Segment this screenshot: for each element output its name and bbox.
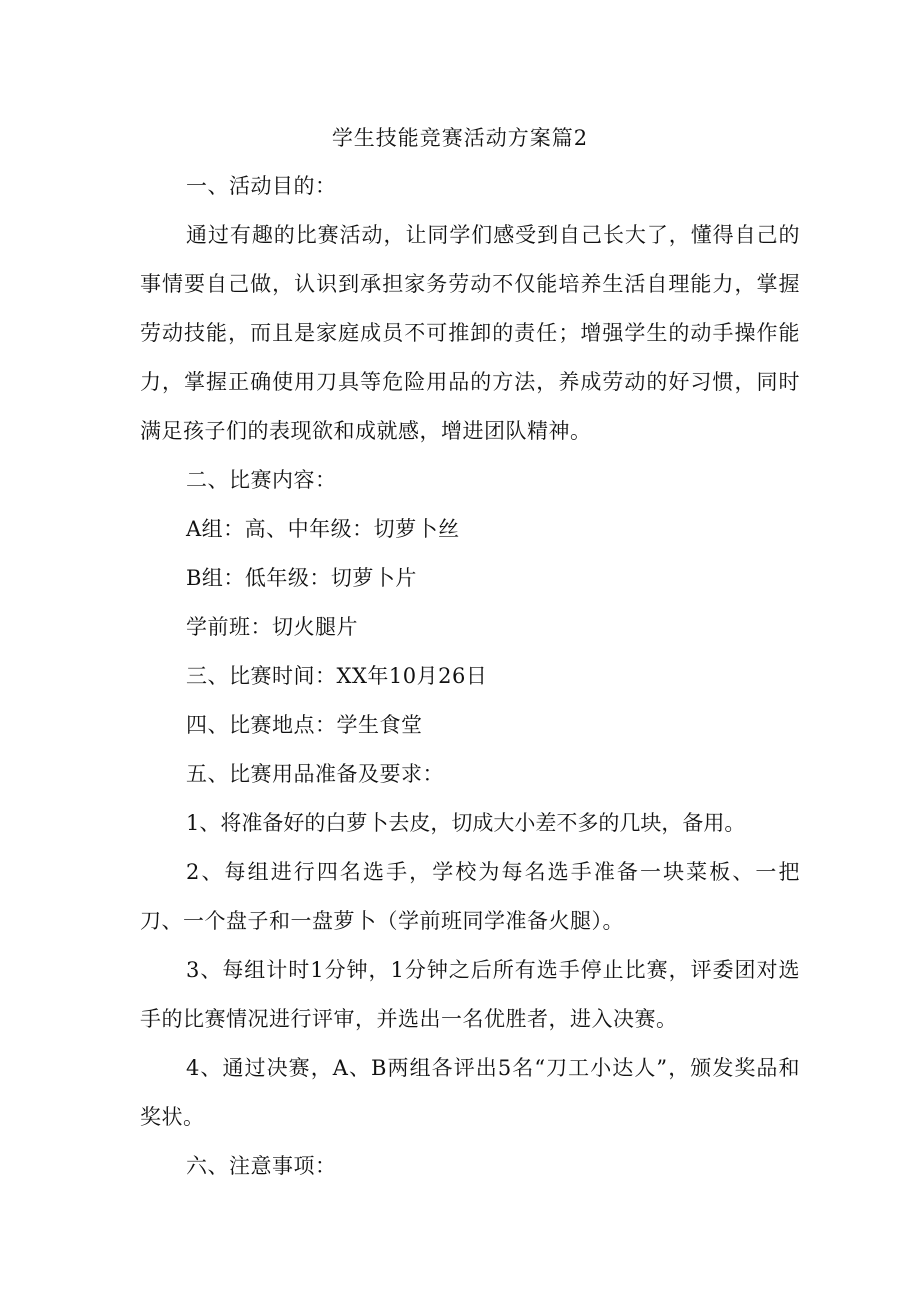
- supplies-item-4: 4、通过决赛，A、B两组各评出5名“刀工小达人”，颁发奖品和奖状。: [140, 1056, 800, 1129]
- supplies-item-2: 2、每组进行四名选手，学校为每名选手准备一块菜板、一把刀、一个盘子和一盘萝卜（学前班同学准备火腿）。: [140, 860, 800, 933]
- supplies-item-3: 3、每组计时1分钟，1分钟之后所有选手停止比赛，评委团对选手的比赛情况进行评审，并选出一名优胜者，进入决赛。: [140, 958, 800, 1031]
- paragraph-purpose: 通过有趣的比赛活动，让同学们感受到自己长大了，懂得自己的事情要自己做，认识到承担家务劳动不仅能培养生活自理能力，掌握劳动技能，而且是家庭成员不可推卸的责任；增强学生的动手操作能力，掌握正确使用刀具等危险用品的方法，养成劳动的好习惯，同时满足孩子们的表现欲和成就感，增进团队精神。: [140, 223, 800, 443]
- section-heading-purpose: 一、活动目的：: [186, 174, 337, 198]
- document-body: [140, 162, 800, 1191]
- section-heading-time: 三、比赛时间：XX年10月26日: [186, 664, 488, 688]
- section-heading-content: 二、比赛内容：: [186, 468, 337, 492]
- content-item-group-b: B组：低年级：切萝卜片: [186, 566, 417, 590]
- document-title: 学生技能竞赛活动方案篇2: [331, 126, 589, 150]
- section-heading-supplies: 五、比赛用品准备及要求：: [186, 762, 444, 786]
- content-item-preschool: 学前班：切火腿片: [186, 615, 358, 639]
- section-heading-notes: 六、注意事项：: [186, 1154, 337, 1178]
- section-heading-location: 四、比赛地点：学生食堂: [186, 713, 423, 737]
- supplies-item-1: 1、将准备好的白萝卜去皮，切成大小差不多的几块，备用。: [186, 811, 746, 835]
- content-item-group-a: A组：高、中年级：切萝卜丝: [186, 517, 460, 541]
